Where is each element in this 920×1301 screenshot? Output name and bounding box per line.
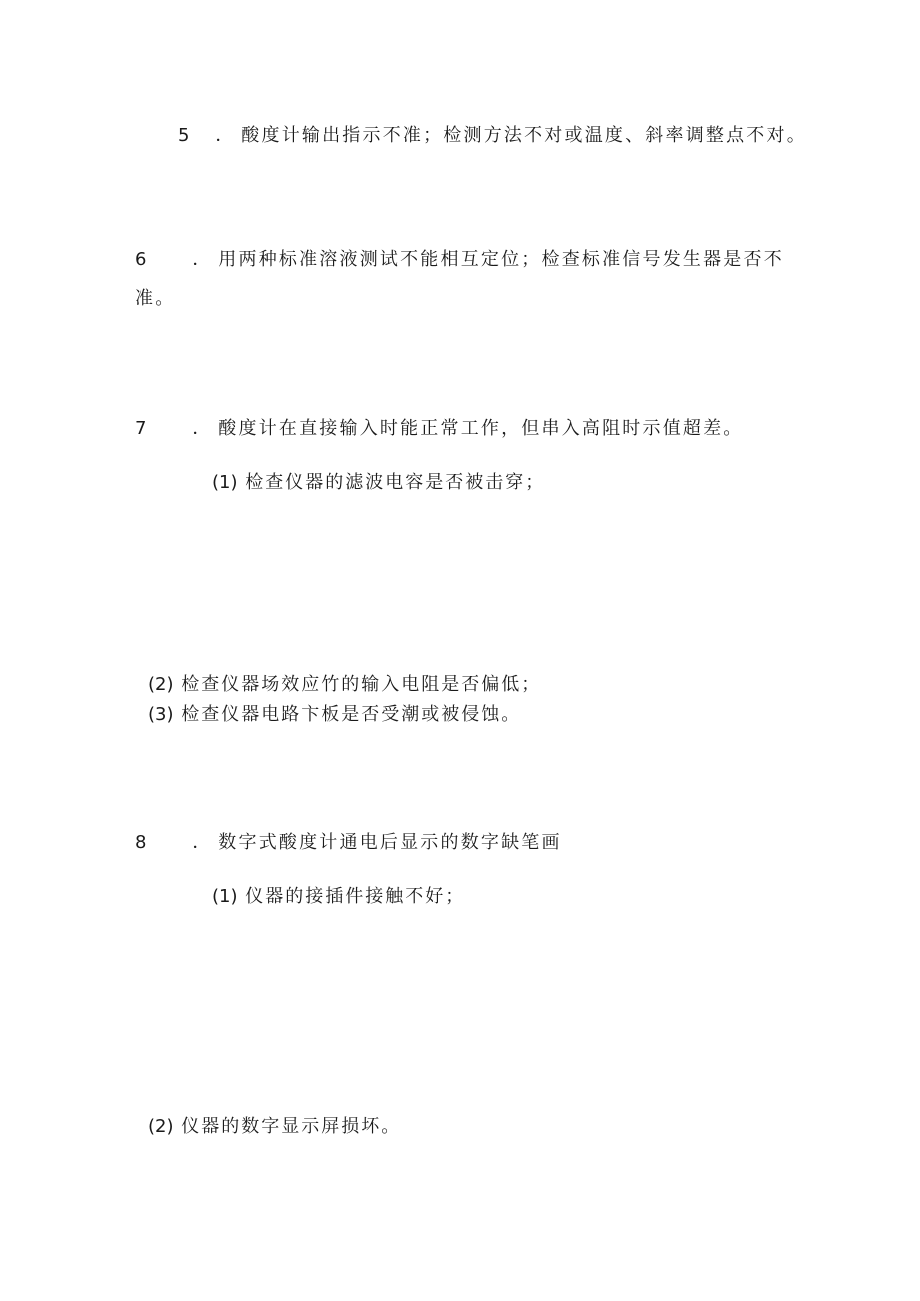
item-separator: ． <box>192 832 211 853</box>
item-number: 7 <box>135 418 147 439</box>
item-6-continuation <box>135 288 175 310</box>
subitem-label: (1) <box>212 472 238 493</box>
item-separator: ． <box>215 125 234 146</box>
item-7 <box>135 418 744 440</box>
subitem-label: (1) <box>212 886 238 907</box>
subitem-text: 检查仪器电路卞板是否受潮或被侵蚀。 <box>181 704 522 725</box>
subitem-text: 检查仪器场效应竹的输入电阻是否偏低； <box>181 674 542 695</box>
item-7-sub-1 <box>212 472 545 494</box>
item-separator: ． <box>192 249 211 270</box>
item-8-sub-1 <box>212 886 465 908</box>
item-text: 酸度计在直接输入时能正常工作，但串入高阻时示值超差。 <box>218 418 744 439</box>
item-number: 5 <box>178 125 190 146</box>
item-8 <box>135 832 562 854</box>
item-6 <box>135 249 784 271</box>
subitem-text: 检查仪器的滤波电容是否被击穿； <box>245 472 546 493</box>
subitem-label: (2) <box>148 1116 174 1137</box>
item-text: 数字式酸度计通电后显示的数字缺笔画 <box>218 832 562 853</box>
subitem-label: (3) <box>148 704 174 725</box>
item-separator: ． <box>192 418 211 439</box>
subitem-label: (2) <box>148 674 174 695</box>
item-number: 8 <box>135 832 147 853</box>
item-7-sub-3 <box>148 704 521 726</box>
item-5 <box>178 125 807 147</box>
subitem-text: 仪器的接插件接触不好； <box>245 886 466 907</box>
item-text: 用两种标准溶液测试不能相互定位；检查标准信号发生器是否不 <box>218 249 784 270</box>
item-number: 6 <box>135 249 147 270</box>
item-8-sub-2 <box>148 1116 401 1138</box>
item-text-continuation: 准。 <box>135 288 176 309</box>
subitem-text: 仪器的数字显示屏损坏。 <box>181 1116 402 1137</box>
item-text: 酸度计输出指示不准；检测方法不对或温度、斜率调整点不对。 <box>241 125 807 146</box>
item-7-sub-2 <box>148 674 541 696</box>
